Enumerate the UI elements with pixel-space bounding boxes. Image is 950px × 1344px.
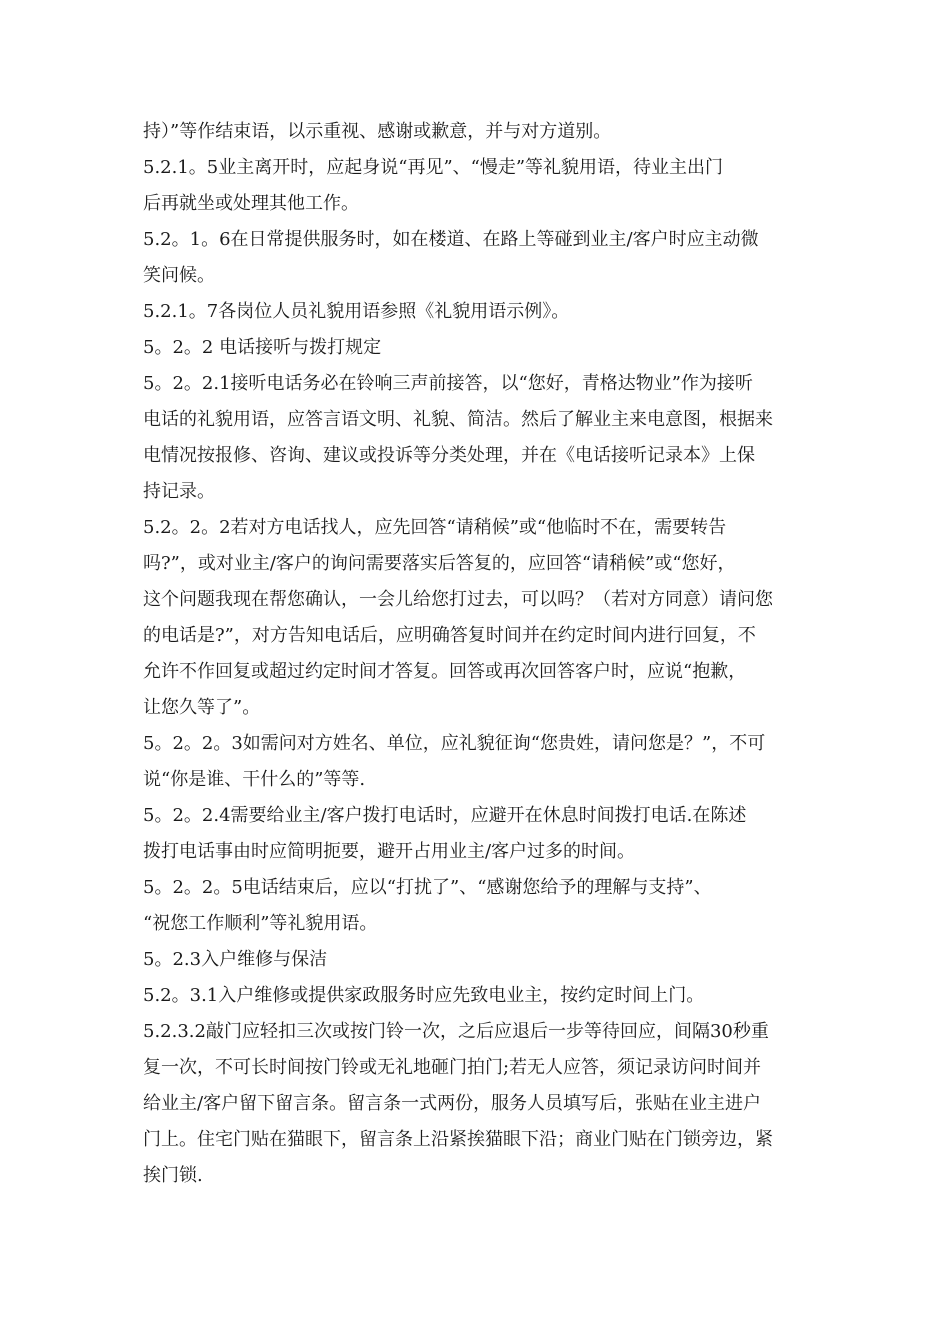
text-line: 给业主/客户留下留言条。留言条一式两份，服务人员填写后，张贴在业主进户 [143,1093,762,1114]
text-line: 吗?”，或对业主/客户的询问需要落实后答复的，应回答“请稍候”或“您好， [143,553,736,574]
text-line: 后再就坐或处理其他工作。 [143,193,359,214]
text-line: 笑问候。 [143,265,215,286]
text-line: 5.2.1。5业主离开时，应起身说“再见”、“慢走”等礼貌用语，待业主出门 [143,157,724,178]
text-line: 5。2。2。5电话结束后，应以“打扰了”、“感谢您给予的理解与支持”、 [143,877,712,898]
text-line: 5。2。2.4需要给业主/客户拨打电话时，应避开在休息时间拨打电话.在陈述 [143,805,747,826]
text-line: 这个问题我现在帮您确认，一会儿给您打过去，可以吗？（若对方同意）请问您 [143,589,773,610]
text-line: 5。2。2 电话接听与拨打规定 [143,337,382,358]
text-line: 电话的礼貌用语，应答言语文明、礼貌、简洁。然后了解业主来电意图，根据来 [143,409,773,430]
text-line: 挨门锁. [143,1165,203,1186]
text-line: 说“你是谁、干什么的”等等. [143,769,366,790]
text-line: 5。2.3入户维修与保洁 [143,949,328,970]
text-line: 5.2.3.2敲门应轻扣三次或按门铃一次，之后应退后一步等待回应，间隔30秒重 [143,1021,769,1042]
document-body [143,114,811,1194]
text-line: 允许不作回复或超过约定时间才答复。回答或再次回答客户时，应说“抱歉， [143,661,747,682]
text-line: 让您久等了”。 [143,697,261,718]
text-line: 电情况按报修、咨询、建议或投诉等分类处理，并在《电话接听记录本》上保 [143,445,755,466]
text-line: 5。2。2。3如需问对方姓名、单位，应礼貌征询“您贵姓，请问您是？”，不可 [143,733,766,754]
text-line: 的电话是?”，对方告知电话后，应明确答复时间并在约定时间内进行回复，不 [143,625,756,646]
text-line: “祝您工作顺利”等礼貌用语。 [143,913,378,934]
text-line: 复一次，不可长时间按门铃或无礼地砸门拍门;若无人应答，须记录访问时间并 [143,1057,762,1078]
text-line: 5.2。2。2若对方电话找人，应先回答“请稍候”或“他临时不在，需要转告 [143,517,727,538]
text-line: 5.2.1。7各岗位人员礼貌用语参照《礼貌用语示例》。 [143,301,570,322]
text-line: 持）”等作结束语，以示重视、感谢或歉意，并与对方道别。 [143,121,612,142]
text-line: 门上。住宅门贴在猫眼下，留言条上沿紧挨猫眼下沿；商业门贴在门锁旁边，紧 [143,1129,773,1150]
text-line: 5。2。2.1接听电话务必在铃响三声前接答，以“您好，青格达物业”作为接听 [143,373,753,394]
text-line: 5.2。3.1入户维修或提供家政服务时应先致电业主，按约定时间上门。 [143,985,705,1006]
text-line: 持记录。 [143,481,215,502]
text-line: 拨打电话事由时应简明扼要，避开占用业主/客户过多的时间。 [143,841,636,862]
text-line: 5.2。1。6在日常提供服务时，如在楼道、在路上等碰到业主/客户时应主动微 [143,229,759,250]
